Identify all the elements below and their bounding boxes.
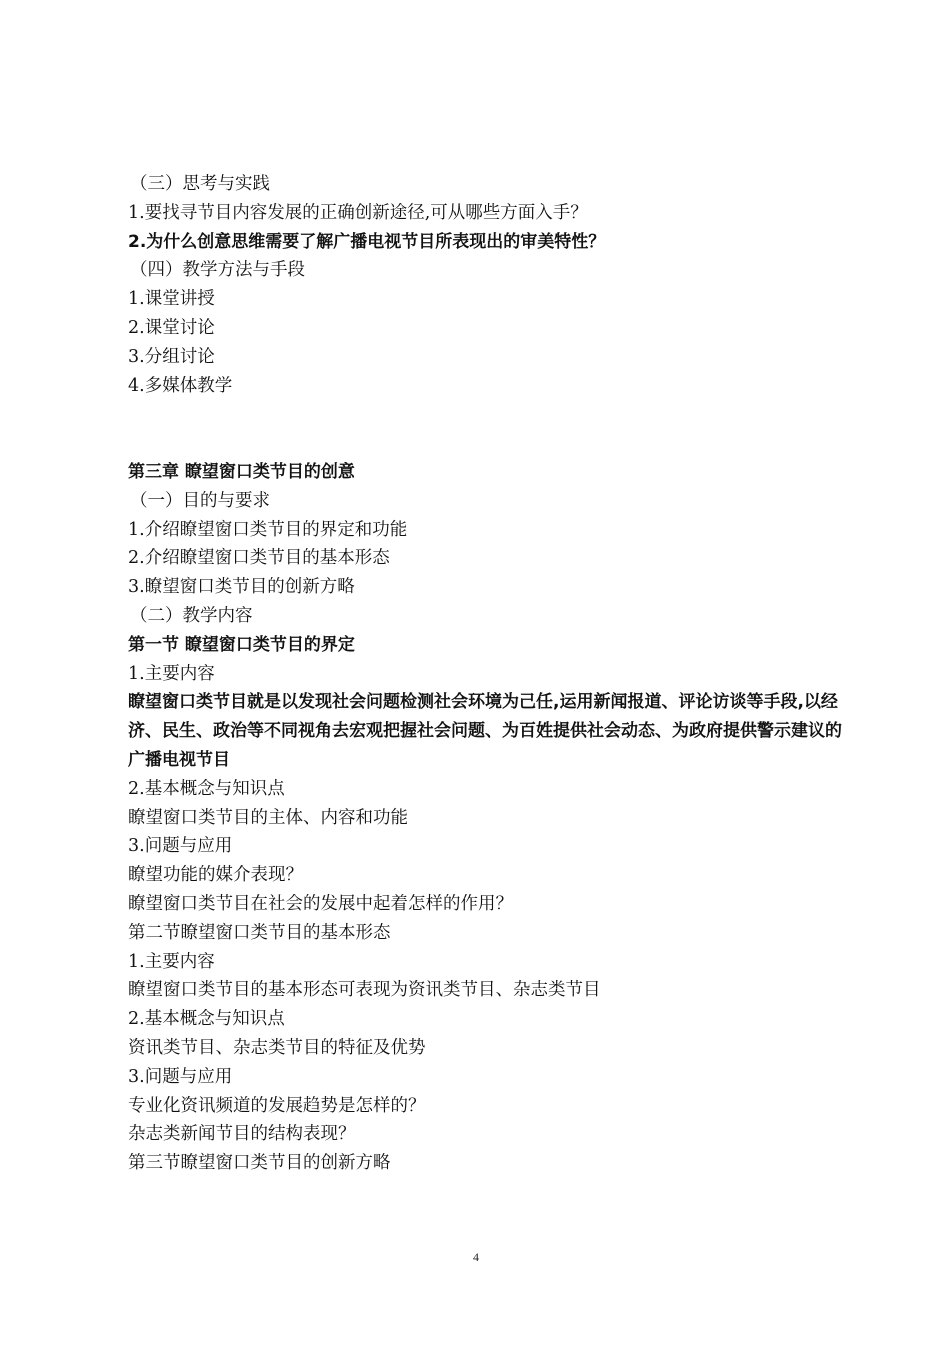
- method-item: 3.分组讨论: [128, 346, 215, 367]
- question-item: 专业化资讯频道的发展趋势是怎样的？: [128, 1095, 426, 1116]
- section-heading-content: （二）教学内容: [130, 605, 253, 626]
- concepts-text: 资讯类节目、杂志类节目的特征及优势: [128, 1037, 426, 1058]
- question-item: 瞭望功能的媒介表现？: [128, 865, 303, 886]
- main-content-text: 瞭望窗口类节目的基本形态可表现为资讯类节目、杂志类节目: [128, 980, 601, 1001]
- questions-label: 3.问题与应用: [128, 1066, 233, 1087]
- concepts-label: 2.基本概念与知识点: [128, 1009, 285, 1030]
- goal-item: 2.介绍瞭望窗口类节目的基本形态: [128, 548, 390, 569]
- page-number: 4: [473, 1250, 479, 1264]
- subsection-title-2: 第二节瞭望窗口类节目的基本形态: [128, 922, 391, 943]
- concepts-label: 2.基本概念与知识点: [128, 778, 285, 799]
- chapter-title: 第三章 瞭望窗口类节目的创意: [128, 461, 355, 482]
- method-item: 1.课堂讲授: [128, 289, 215, 310]
- section-heading-thinking-practice: （三）思考与实践: [130, 174, 270, 194]
- spacer: [128, 400, 858, 458]
- goal-item: 1.介绍瞭望窗口类节目的界定和功能: [128, 519, 408, 540]
- subsection-title-1: 第一节 瞭望窗口类节目的界定: [128, 634, 355, 655]
- main-content-label: 1.主要内容: [128, 663, 215, 684]
- method-item: 2.课堂讨论: [128, 317, 215, 338]
- page-content: [128, 170, 858, 1178]
- goal-item: 3.瞭望窗口类节目的创新方略: [128, 577, 355, 598]
- concepts-text: 瞭望窗口类节目的主体、内容和功能: [128, 807, 408, 828]
- question-item: 杂志类新闻节目的结构表现？: [128, 1124, 356, 1145]
- method-item: 4.多媒体教学: [128, 375, 233, 396]
- question-item-bold: 2.为什么创意思维需要了解广播电视节目所表现出的审美特性？: [128, 231, 606, 252]
- subsection-title-3: 第三节瞭望窗口类节目的创新方略: [128, 1153, 391, 1174]
- questions-label: 3.问题与应用: [128, 836, 233, 857]
- section-heading-teaching-methods: （四）教学方法与手段: [130, 260, 305, 281]
- main-content-label: 1.主要内容: [128, 951, 215, 972]
- main-content-paragraph: 瞭望窗口类节目就是以发现社会问题检测社会环境为己任,运用新闻报道、评论访谈等手段,以经济、民生、政治等不同视角去宏观把握社会问题、为百姓提供社会动态、为政府提供警示建议的广播电视节目: [128, 692, 842, 770]
- section-heading-goals: （一）目的与要求: [130, 490, 270, 511]
- question-item: 瞭望窗口类节目在社会的发展中起着怎样的作用？: [128, 893, 513, 914]
- question-item: 1.要找寻节目内容发展的正确创新途径,可从哪些方面入手？: [128, 202, 588, 223]
